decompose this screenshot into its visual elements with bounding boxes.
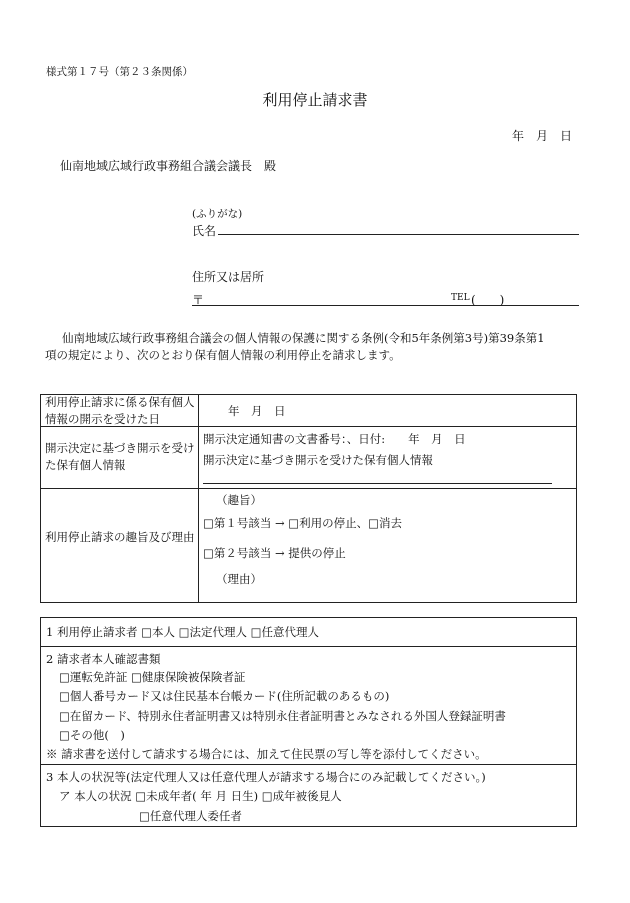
row3-label: 利用停止請求の趣旨及び理由 (45, 530, 195, 544)
id-document-item[interactable]: □在留カード、特別永住者証明書又は特別永住者証明書とみなされる外国人登録証明書 (59, 709, 506, 723)
id-document-item[interactable]: □その他( ) (59, 728, 125, 742)
address-label: 住所又は居所 (192, 270, 265, 284)
row2-value-line2: 開示決定に基づき開示を受けた保有個人情報 (203, 453, 433, 467)
tel-field[interactable]: ( ) (471, 293, 505, 307)
purpose-label: （趣旨） (216, 493, 262, 507)
addressee: 仙南地域広域行政事務組合議会議長 殿 (60, 159, 277, 173)
purpose-option-1[interactable]: □第１号該当 → □利用の停止、□消去 (203, 516, 403, 530)
address-field[interactable] (192, 305, 579, 306)
row1-value[interactable]: 年 月 日 (228, 404, 286, 418)
form-number: 様式第１７号（第２３条関係） (46, 66, 193, 78)
furigana-label: (ふりがな) (192, 208, 243, 220)
postal-mark: 〒 (192, 293, 205, 307)
section-divider-2 (40, 764, 577, 765)
id-documents-note: ※ 請求書を送付して請求する場合には、加えて住民票の写し等を添付してください。 (46, 747, 487, 761)
row1-label: 利用停止請求に係る保有個人情報の開示を受けた日 (45, 395, 195, 426)
requester-type-section[interactable]: 1 利用停止請求者 □本人 □法定代理人 □任意代理人 (46, 625, 320, 639)
intro-line-1: 仙南地域広域行政事務組合議会の個人情報の保護に関する条例(令和5年条例第3号)第39条第1 (62, 331, 545, 345)
page-title: 利用停止請求書 (262, 91, 368, 109)
id-documents-title: 2 請求者本人確認書類 (46, 652, 161, 666)
principal-status-line1[interactable]: ア 本人の状況 □未成年者( 年 月 日生) □成年被後見人 (59, 789, 342, 803)
row2-input-line[interactable] (203, 483, 552, 484)
id-document-item[interactable]: □運転免許証 □健康保険被保険者証 (59, 670, 246, 684)
row-divider-2 (40, 488, 577, 489)
date-field[interactable]: 年 月 日 (512, 129, 573, 143)
principal-status-line2[interactable]: □任意代理人委任者 (139, 809, 242, 823)
id-document-item[interactable]: □個人番号カード又は住民基本台帳カード(住所記載のあるもの) (59, 689, 390, 703)
row2-value-line1[interactable]: 開示決定通知書の文書番号：、日付: 年 月 日 (203, 432, 466, 446)
tel-label: TEL (451, 293, 470, 303)
row2-label: 開示決定に基づき開示を受けた保有個人情報 (45, 441, 195, 472)
intro-line-2: 項の規定により、次のとおり保有個人情報の利用停止を請求します。 (45, 348, 401, 362)
section-divider-1 (40, 646, 577, 647)
principal-status-title: 3 本人の状況等(法定代理人又は任意代理人が請求する場合にのみ記載してください。) (46, 770, 486, 784)
reason-label: （理由） (216, 572, 262, 586)
name-label: 氏名 (192, 224, 217, 238)
name-field[interactable] (218, 234, 579, 235)
purpose-option-2[interactable]: □第２号該当 → 提供の停止 (203, 546, 346, 560)
